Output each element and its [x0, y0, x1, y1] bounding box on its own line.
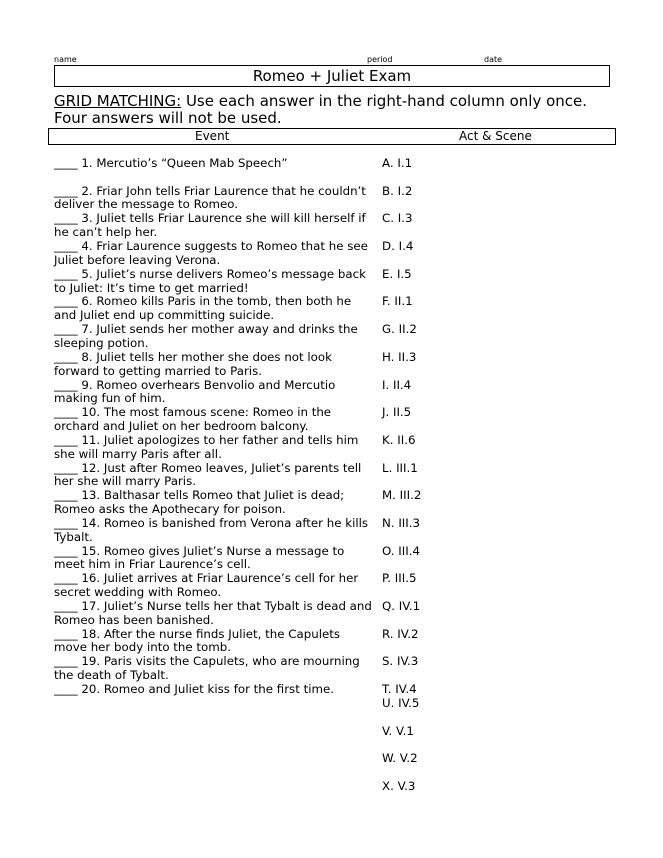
- answer-item: U. IV.5: [382, 695, 420, 710]
- event-item: ____ 3. Juliet tells Friar Laurence she will kill herself if he can’t help her.: [54, 211, 366, 240]
- answer-item: M. III.2: [382, 488, 422, 503]
- header-labels: [54, 55, 609, 65]
- answer-item: B. I.2: [382, 183, 413, 198]
- answer-item: A. I.1: [382, 156, 413, 170]
- answer-item: H. II.3: [382, 349, 417, 364]
- answer-item: I. II.4: [382, 377, 412, 392]
- event-item: ____ 10. The most famous scene: Romeo in the orchard and Juliet on her bedroom balcony.: [54, 405, 332, 433]
- answer-list: [382, 157, 582, 808]
- event-item: ____ 8. Juliet tells her mother she does not look forward to getting married to Paris.: [54, 349, 332, 378]
- answer-item: R. IV.2: [382, 626, 419, 641]
- event-item: ____ 2. Friar John tells Friar Laurence that he couldn’t deliver the message to Romeo.: [54, 183, 366, 212]
- event-item: ____ 6. Romeo kills Paris in the tomb, then both he and Juliet end up committing suicide.: [54, 294, 352, 323]
- event-list: [54, 157, 374, 711]
- event-item: ____ 1. Mercutio’s “Queen Mab Speech”: [54, 156, 288, 170]
- column-header: [48, 128, 616, 145]
- instructions: [54, 93, 614, 127]
- name-label: name: [54, 55, 77, 64]
- answer-item: F. II.1: [382, 294, 413, 309]
- period-label: period: [367, 55, 393, 64]
- answer-item: J. II.5: [382, 405, 412, 420]
- act-scene-column-header: Act & Scene: [459, 129, 532, 143]
- event-column-header: Event: [195, 129, 230, 143]
- instructions-line1: Use each answer in the right-hand column only once.: [181, 92, 588, 110]
- event-item: ____ 18. After the nurse finds Juliet, the Capulets move her body into the tomb.: [54, 626, 341, 655]
- event-item: ____ 4. Friar Laurence suggests to Romeo that he see Juliet before leaving Verona.: [54, 239, 368, 267]
- answer-item: T. IV.4: [382, 682, 417, 697]
- event-item: ____ 13. Balthasar tells Romeo that Juliet is dead; Romeo asks the Apothecary for poison.: [54, 488, 345, 517]
- event-item: ____ 11. Juliet apologizes to her father and tells him she will marry Paris after all.: [54, 432, 359, 461]
- event-item: ____ 20. Romeo and Juliet kiss for the first time.: [54, 682, 334, 697]
- answer-item: V. V.1: [382, 723, 414, 738]
- event-item: ____ 14. Romeo is banished from Verona after he kills Tybalt.: [54, 515, 369, 544]
- event-item: ____ 7. Juliet sends her mother away and drinks the sleeping potion.: [54, 322, 358, 350]
- answer-item: D. I.4: [382, 239, 414, 254]
- event-item: ____ 9. Romeo overhears Benvolio and Mercutio making fun of him.: [54, 377, 336, 406]
- exam-title: Romeo + Juliet Exam: [54, 65, 610, 87]
- answer-item: C. I.3: [382, 211, 413, 226]
- answer-item: X. V.3: [382, 778, 416, 793]
- instructions-line2: Four answers will not be used.: [54, 109, 282, 127]
- answer-item: L. III.1: [382, 460, 418, 475]
- answer-item: N. III.3: [382, 515, 421, 530]
- answer-item: W. V.2: [382, 751, 418, 766]
- instructions-heading: GRID MATCHING:: [54, 92, 182, 110]
- answer-item: P. III.5: [382, 571, 417, 586]
- answer-item: E. I.5: [382, 266, 412, 281]
- event-item: ____ 15. Romeo gives Juliet’s Nurse a message to meet him in Friar Laurence’s cell.: [54, 543, 345, 572]
- event-item: ____ 5. Juliet’s nurse delivers Romeo’s message back to Juliet: It’s time to get married!: [54, 266, 366, 295]
- event-item: ____ 16. Juliet arrives at Friar Laurence’s cell for her secret wedding with Romeo.: [54, 571, 359, 600]
- answer-item: Q. IV.1: [382, 599, 421, 613]
- answer-item: S. IV.3: [382, 654, 419, 669]
- event-item: ____ 19. Paris visits the Capulets, who are mourning the death of Tybalt.: [54, 654, 360, 683]
- answer-item: O. III.4: [382, 543, 420, 558]
- event-item: ____ 17. Juliet’s Nurse tells her that Tybalt is dead and Romeo has been banished.: [54, 599, 372, 627]
- event-item: ____ 12. Just after Romeo leaves, Juliet’s parents tell her she will marry Paris.: [54, 460, 362, 489]
- answer-item: G. II.2: [382, 322, 417, 337]
- answer-item: K. II.6: [382, 432, 416, 447]
- date-label: date: [484, 55, 503, 64]
